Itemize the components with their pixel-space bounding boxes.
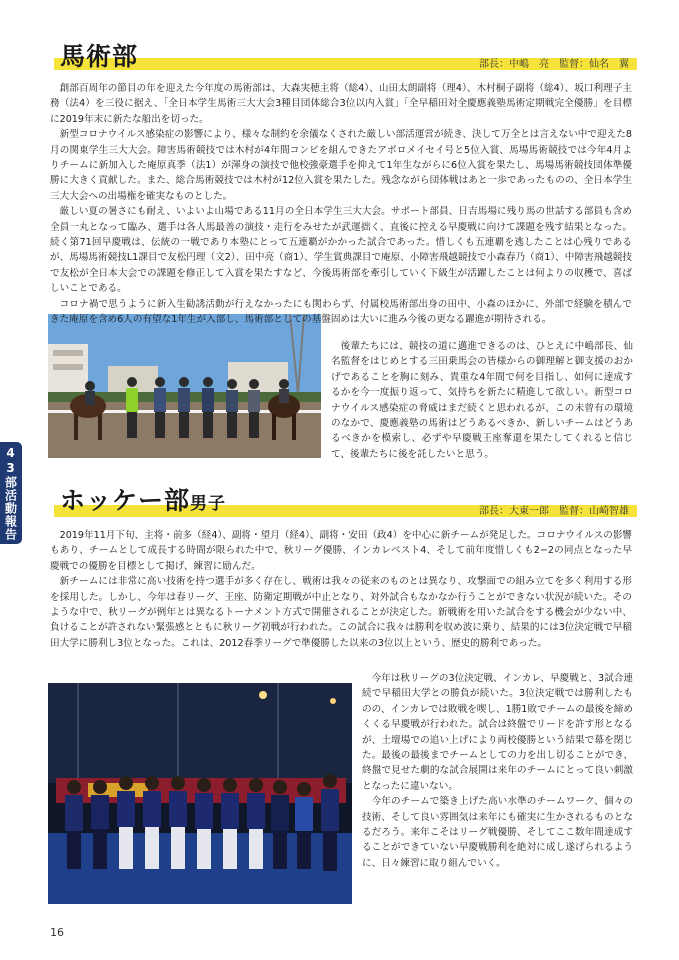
photo-image [48, 314, 321, 458]
paragraph: 2019年11月下旬、主将・前多（経4）、副将・望月（経4）、副将・安田（政4）を中心に新チームが発足した。コロナウイルスの影響もあり、チームとして成長する時間が限られた中で、秋リーグ優勝、インカレベスト4、そして前年度惜しくも2−2の同点となった早慶戦での優勝を目標として掲げ、練習に励んだ。 [50, 530, 633, 572]
paragraph-text: コロナ禍で思うように新入生勧誘活動が行えなかったにも関わらず、付属校馬術部出身の田中、小森のほかに、外部で経験を積んできた庵原を含め6人の有望な1年生が入部し、馬術部としての基盤固めは大いに進み今後の更なる躍進が期待される。 [50, 299, 632, 326]
equestrian-staff: 部長：中嶋 亮 監督：仙名 翼 [479, 59, 629, 70]
section-tab: 43部活動報告 [0, 442, 22, 544]
paragraph: 新チームには非常に高い技術を持つ選手が多く存在し、戦術は我々の従来のものとは異なり、攻撃面での組み立てを多く利用する形を採用した。しかし、今年は春リーグ、王座、防衛定期戦が中止となり、対外試合もなかなか行うことができない状況が続いた。そのような中で、秋リーグが例年とは異なるトーナメント方式で開催されることが決定した。新戦術を用いた試合をする機会が少ない中、負けることが許されない緊張感とともに秋リーグ初戦が行われた。この試合に我々は勝利を収め波に乗り、結果的には3位決定戦で早稲田大学に勝利し3位となった。これは、2012春季リーグで準優勝した以来の3位以上という、歴史的勝利であった。 [50, 576, 632, 649]
paragraph: 今年は秋リーグの3位決定戦、インカレ、早慶戦と、3試合連続で早稲田大学との勝負が続いた。3位決定戦では勝利したものの、インカレでは敗戦を喫し、1勝1敗でチームの最後を締めくくる早慶戦が行われた。試合は終盤でリードを許す形となるが、土壇場での追い上げにより両校優勝という結果で幕を閉じた。最後の最後までチームとしての力を出し切ることができ、終盤で見せた劇的な試合展開は来年のチームにとって良い刺激となったに違いない。 [362, 673, 633, 792]
equestrian-body-lead [50, 297, 632, 328]
hockey-staff: 部長：大東一郎 監督：山崎智雄 [479, 506, 629, 517]
paragraph: 創部百周年の節目の年を迎えた今年度の馬術部は、大森実穂主将（総4）、山田太朗副将（理4）、木村桐子副将（総4）、坂口利理子主務（法4）を三役に据え、「全日本学生馬術三大大会3種目団体総合3位以内入賞」「全早稲田対全慶應義塾馬術定期戦完全優勝」を目標に2019年末に新たな船出を切った。 [50, 83, 632, 125]
page-number: 16 [50, 926, 64, 939]
hockey-title [60, 486, 226, 519]
paragraph: 今年のチームで築き上げた高い水準のチームワーク、個々の技術、そして良い雰囲気は来年にも確実に生かされるものとなるだろう。来年こそはリーグ戦優勝、そしてここ数年間達成することができていない早慶戦勝利を絶対に成し遂げられるように、日々練習に取り組んでいく。 [362, 796, 633, 869]
hockey-team-photo [48, 683, 352, 904]
photo-image [48, 683, 352, 904]
hockey-title-sub: 男子 [190, 494, 227, 514]
paragraph: 後輩たちには、競技の道に邁進できるのは、ひとえに中嶋部長、仙名監督をはじめとする三田乗馬会の皆様からの御理解と御支援のおかげであることを胸に刻み、貴重な4年間で何を目指し、如何に達成するかを今一度振り返って、気持ちを新たに精進して欲しい。新型コロナウイルス感染症の脅威はまだ続くと思われるが、この未曾有の環境のなかで、慶應義塾の馬術はどうあるべきか、新しいチームはどうあるべきかを模索し、必ずや早慶戦王座奪還を果たしてくれると信じて、後輩たちに後を託したいと思う。 [331, 341, 633, 460]
equestrian-body-top [50, 81, 632, 297]
hockey-body-right [362, 671, 633, 871]
paragraph: 厳しい夏の暑さにも耐え、いよいよ山場である11月の全日本学生三大大会。サポート部員、日吉馬場に残り馬の世話する部員も含め全員一丸となって臨み、選手は各人馬最善の演技・走行をみせたが武運拙く、直後に控える早慶戦に向けて課題を残す結果となった。続く第71回早慶戦は、伝統の一戦であり本塾にとって五連覇がかかった試合であった。惜しくも五連覇を逃したことは心残りであるが、馬場馬術競技L1課目で友松円理（文2）、田中亮（商1）、学生賞典課目で庵原、小障害飛越競技で小森春乃（商1）、中障害飛越競技で友松が全日本大会での課題を修正して入賞を果たすなど、今後馬術部を牽引していく下級生が活躍したことは何よりの収穫で、喜ばしいことである。 [50, 206, 632, 295]
equestrian-title: 馬術部 [60, 42, 139, 71]
equestrian-team-photo [48, 314, 321, 458]
paragraph [50, 297, 632, 328]
hockey-title-main: ホッケー部 [60, 486, 191, 515]
equestrian-body-right [331, 339, 633, 462]
equestrian-header [54, 40, 637, 70]
hockey-header [54, 487, 637, 517]
paragraph: 新型コロナウイルス感染症の影響により、様々な制約を余儀なくされた厳しい部活運営が続き、決して万全とは言えない中で迎えた8月の関東学生三大大会。障害馬術競技では木村が4年間コンビを組んできたアポロメイセイ号と5位入賞、馬場馬術競技では今年4月よりチームに新加入した庵原真季（法1）が渾身の演技で他校強豪選手を抑えて1年生ながらに6位入賞を果たし、馬場馬術競技団体準優勝に大きく貢献した。また、総合馬術競技では木村が12位入賞を果たした。残念ながら団体戦はあと一歩であったものの、全日本学生三大大会への出場権を確実なものとした。 [50, 129, 632, 202]
hockey-body-top [50, 528, 632, 651]
